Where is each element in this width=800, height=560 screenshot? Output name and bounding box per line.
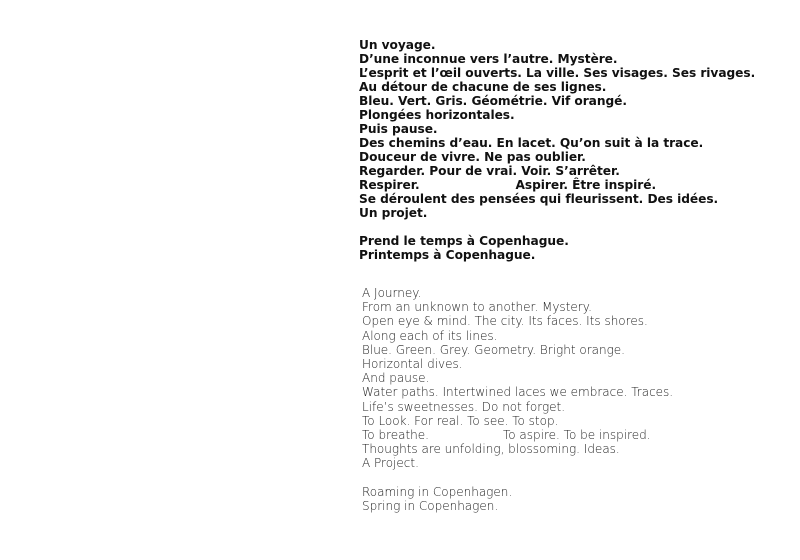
poem-line: L’esprit et l’œil ouverts. La ville. Ses visages. Ses rivages.	[359, 66, 756, 80]
breath-left-text: Respirer.	[359, 178, 420, 192]
poem-line: Along each of its lines.	[362, 328, 498, 343]
poem-line: Regarder. Pour de vrai. Voir. S’arrêter.	[359, 164, 620, 178]
poem-line: Douceur de vivre. Ne pas oublier.	[359, 150, 586, 164]
poem-breath-line	[362, 428, 673, 442]
breath-left-text: To breathe.	[362, 428, 429, 443]
english-poem	[362, 286, 673, 513]
poem-line: A Journey.	[362, 286, 422, 300]
poem-line: Au détour de chacune de ses lignes.	[359, 80, 607, 94]
stanza-gap	[359, 220, 755, 234]
poem-closing-line: Roaming in Copenhagen.	[362, 484, 513, 499]
poem-closing-line: Spring in Copenhagen.	[362, 499, 499, 514]
french-poem	[359, 38, 755, 262]
poem-line: And pause.	[362, 371, 430, 386]
poem-line: Thoughts are unfolding, blossoming. Ideas.	[362, 442, 620, 457]
poem-line: Blue. Green. Grey. Geometry. Bright orange.	[362, 342, 625, 357]
poem-line: To Look. For real. To see. To stop.	[362, 413, 559, 428]
stanza-gap	[362, 471, 673, 485]
poem-line: Horizontal dives.	[362, 357, 463, 372]
poem-line: Life’s sweetnesses. Do not forget.	[362, 399, 566, 414]
poem-closing-line: Prend le temps à Copenhague.	[359, 234, 569, 248]
poem-closing-line: Printemps à Copenhague.	[359, 248, 536, 262]
poem-line: Water paths. Intertwined laces we embrace. Traces.	[362, 385, 674, 400]
poem-line: A Project.	[362, 456, 419, 471]
poem-line: Des chemins d’eau. En lacet. Qu’on suit à la trace.	[359, 136, 704, 150]
poem-line: Open eye & mind. The city. Its faces. Its shores.	[362, 314, 648, 329]
poem-line: Plongées horizontales.	[359, 108, 515, 122]
poem-breath-line	[359, 178, 755, 192]
poem-line: Un voyage.	[359, 38, 436, 52]
poem-line: From an unknown to another. Mystery.	[362, 300, 592, 315]
poem-line: Bleu. Vert. Gris. Géométrie. Vif orangé.	[359, 94, 627, 108]
breath-right-text: Aspirer. Être inspiré.	[515, 178, 657, 192]
poem-line: D’une inconnue vers l’autre. Mystère.	[359, 52, 618, 66]
breath-right-text: To aspire. To be inspired.	[502, 428, 651, 443]
poem-line: Un projet.	[359, 206, 428, 220]
poem-line: Se déroulent des pensées qui fleurissent. Des idées.	[359, 192, 719, 206]
poem-line: Puis pause.	[359, 122, 438, 136]
